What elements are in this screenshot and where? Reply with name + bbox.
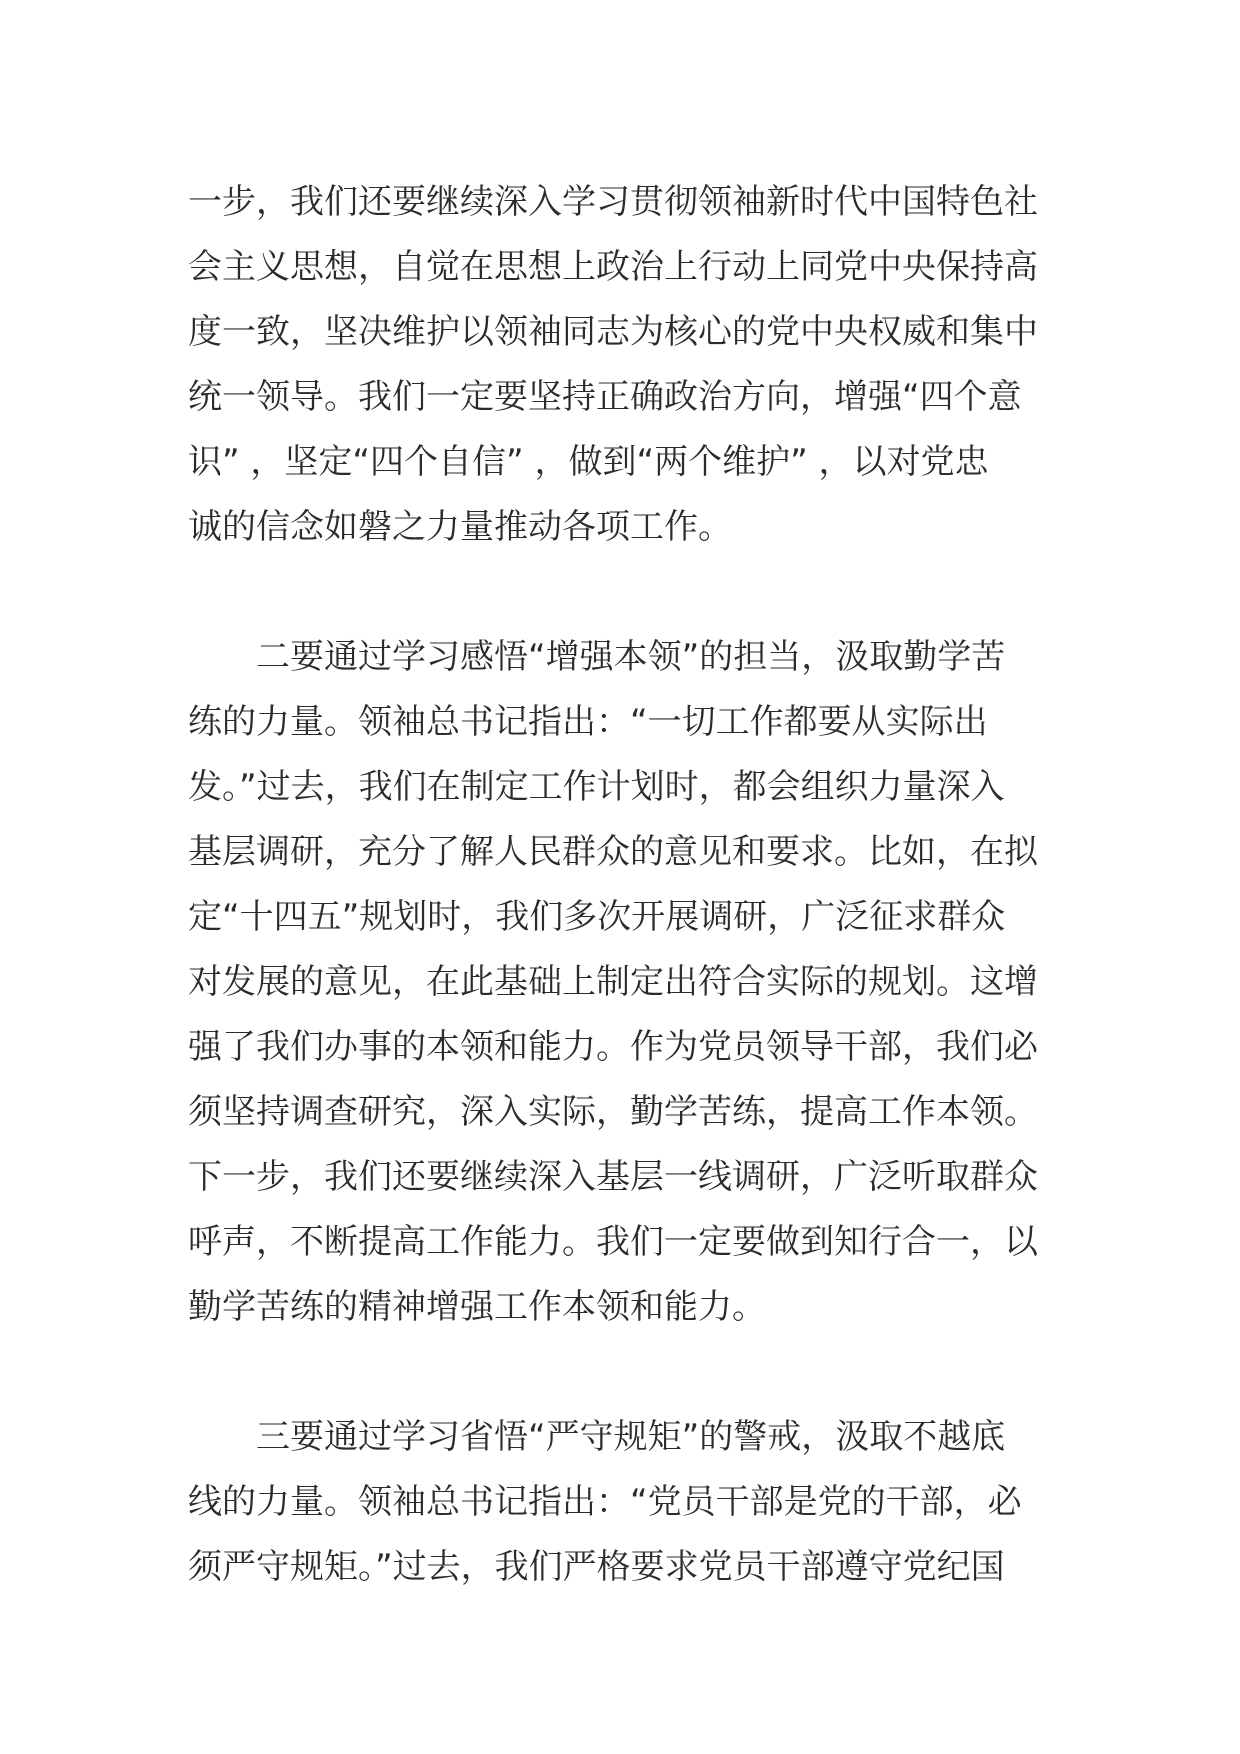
paragraph-spacer <box>188 560 1032 625</box>
paragraph-line: 诚的信念如磐之力量推动各项工作。 <box>188 507 732 547</box>
paragraph-line: 须坚持调查研究，深入实际，勤学苦练，提高工作本领。 <box>188 1092 1038 1132</box>
paragraph-line: 度一致，坚决维护以领袖同志为核心的党中央权威和集中 <box>188 312 1038 352</box>
paragraph-line: 二要通过学习感悟“增强本领”的担当，汲取勤学苦 <box>256 637 1006 677</box>
paragraph-line: 会主义思想，自觉在思想上政治上行动上同党中央保持高 <box>188 247 1038 287</box>
paragraph-2 <box>188 625 1038 1340</box>
paragraph-line: 线的力量。领袖总书记指出：“党员干部是党的干部，必 <box>188 1482 1022 1522</box>
paragraph-line: 基层调研，充分了解人民群众的意见和要求。比如，在拟 <box>188 832 1038 872</box>
paragraph-line: 识” ，坚定“四个自信” ，做到“两个维护” ，以对党忠 <box>188 442 989 482</box>
paragraph-line: 对发展的意见，在此基础上制定出符合实际的规划。这增 <box>188 962 1038 1002</box>
paragraph-line: 练的力量。领袖总书记指出：“一切工作都要从实际出 <box>188 702 988 742</box>
paragraph-1 <box>188 170 1038 560</box>
paragraph-line: 呼声，不断提高工作能力。我们一定要做到知行合一，以 <box>188 1222 1038 1262</box>
paragraph-line: 一步，我们还要继续深入学习贯彻领袖新时代中国特色社 <box>188 182 1038 222</box>
paragraph-line: 勤学苦练的精神增强工作本领和能力。 <box>188 1287 766 1327</box>
paragraph-3 <box>188 1405 1032 1600</box>
paragraph-line: 三要通过学习省悟“严守规矩”的警戒，汲取不越底 <box>256 1417 1006 1457</box>
paragraph-line: 统一领导。我们一定要坚持正确政治方向，增强“四个意 <box>188 377 1022 417</box>
paragraph-line: 下一步，我们还要继续深入基层一线调研，广泛听取群众 <box>188 1157 1038 1197</box>
document-body <box>188 170 1038 1600</box>
paragraph-spacer <box>188 1340 1032 1405</box>
paragraph-line: 须严守规矩。”过去，我们严格要求党员干部遵守党纪国 <box>188 1547 1005 1587</box>
paragraph-line: 发。”过去，我们在制定工作计划时，都会组织力量深入 <box>188 767 1005 807</box>
paragraph-line: 定“十四五”规划时，我们多次开展调研，广泛征求群众 <box>188 897 1006 937</box>
paragraph-line: 强了我们办事的本领和能力。作为党员领导干部，我们必 <box>188 1027 1038 1067</box>
